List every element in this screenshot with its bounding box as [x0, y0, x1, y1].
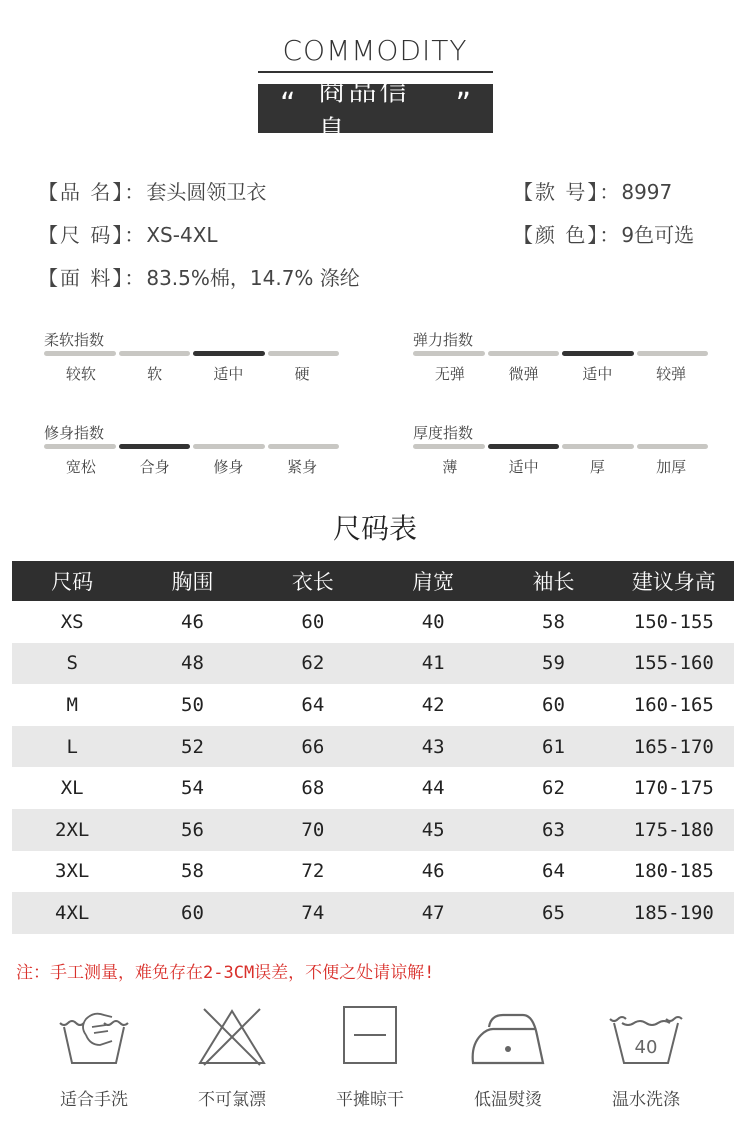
table-row	[12, 767, 734, 809]
warm-wash-icon	[606, 1005, 686, 1067]
table-cell: 41	[373, 643, 493, 685]
info-name	[38, 176, 266, 205]
info-fabric-value: 83.5%棉，14.7% 涤纶	[146, 266, 360, 290]
info-name-value: 套头圆领卫衣	[146, 180, 267, 204]
size-table	[12, 561, 734, 934]
table-cell: 4XL	[12, 892, 132, 934]
index-level: 较软	[65, 365, 96, 383]
table-cell: 60	[301, 610, 325, 633]
table-cell: 58	[542, 610, 565, 633]
table-header: 胸围	[132, 561, 252, 601]
table-header: 建议身高	[614, 561, 734, 601]
table-cell: 59	[493, 643, 613, 685]
table-cell: 60	[542, 693, 565, 716]
table-header: 袖长	[493, 561, 613, 601]
index-bar	[193, 444, 265, 449]
size-chart-title: 尺码表	[332, 512, 417, 545]
index-bar-selected	[193, 351, 265, 356]
table-cell: 72	[301, 860, 325, 883]
table-cell: 48	[132, 643, 252, 685]
table-cell: XS	[60, 610, 84, 633]
info-name-label: 【品 名】：	[38, 180, 147, 204]
index-level: 较弹	[656, 365, 687, 383]
care-low-iron	[453, 1005, 563, 1110]
table-cell: 54	[181, 777, 204, 800]
table-row	[12, 851, 734, 893]
table-cell: 170-175	[633, 777, 714, 800]
table-cell: 68	[301, 777, 325, 800]
table-cell: 47	[373, 892, 493, 934]
table-cell: 40	[421, 610, 445, 633]
table-row	[12, 892, 734, 934]
quote-close: ”	[455, 87, 471, 122]
index-bar	[637, 351, 709, 356]
table-cell: 61	[493, 726, 613, 768]
index-bar	[119, 351, 191, 356]
index-bar	[44, 444, 116, 449]
index-level: 薄	[442, 458, 458, 476]
dry-flat-icon	[332, 1005, 408, 1067]
hand-wash-icon	[56, 1005, 132, 1067]
index-labels	[44, 456, 339, 477]
info-style-value: 8997	[621, 180, 673, 204]
index-level: 硬	[294, 365, 310, 383]
measurement-note: 注：手工测量，难免存在2-3CM误差，不便之处请谅解!	[16, 963, 435, 983]
info-fabric-label: 【面 料】：	[38, 266, 147, 290]
index-level: 合身	[139, 458, 170, 476]
care-dry-flat	[315, 1005, 425, 1110]
index-bars	[413, 444, 708, 451]
table-cell: 150-155	[633, 610, 714, 633]
table-cell: 175-180	[614, 809, 734, 851]
index-bar	[488, 351, 560, 356]
index-bar	[562, 444, 634, 449]
care-warm-wash	[591, 1005, 701, 1110]
table-header: 衣长	[253, 561, 373, 601]
index-bar	[268, 351, 340, 356]
index-bar	[637, 444, 709, 449]
table-cell: 64	[301, 693, 325, 716]
table-row	[12, 809, 734, 851]
index-bar	[413, 444, 485, 449]
table-header: 尺码	[12, 561, 132, 601]
info-fabric	[38, 262, 360, 291]
care-label: 适合手洗	[60, 1090, 128, 1110]
info-size	[38, 219, 218, 248]
table-cell: 58	[181, 860, 204, 883]
table-cell: 185-190	[614, 892, 734, 934]
header-english-title: COMMODITY	[282, 34, 468, 67]
info-color-value: 9色可选	[621, 223, 695, 247]
table-cell: S	[12, 643, 132, 685]
care-no-bleach	[177, 1005, 287, 1110]
fit-index	[44, 422, 339, 477]
table-cell: 62	[542, 777, 565, 800]
table-row	[12, 684, 734, 726]
index-title: 弹力指数	[413, 331, 474, 349]
table-cell: 52	[132, 726, 252, 768]
index-labels	[413, 363, 708, 384]
index-level: 厚	[589, 458, 605, 476]
table-cell: M	[66, 693, 78, 716]
table-cell: 46	[421, 860, 445, 883]
table-cell: 44	[421, 777, 445, 800]
table-cell: 74	[253, 892, 373, 934]
index-bars	[413, 351, 708, 358]
index-level: 修身	[213, 458, 244, 476]
table-cell: 65	[493, 892, 613, 934]
info-size-label: 【尺 码】：	[38, 223, 147, 247]
index-level: 适中	[582, 365, 613, 383]
index-bars	[44, 351, 339, 358]
table-cell: 42	[421, 693, 445, 716]
index-level: 微弹	[508, 365, 539, 383]
index-level: 无弹	[434, 365, 465, 383]
table-cell: 50	[181, 693, 204, 716]
table-header: 肩宽	[373, 561, 493, 601]
index-level: 软	[147, 365, 163, 383]
info-style	[513, 176, 672, 205]
index-bar-selected	[488, 444, 560, 449]
care-label: 不可氯漂	[198, 1090, 266, 1110]
wash-temperature: 40	[634, 1037, 658, 1058]
info-style-label: 【款 号】：	[513, 180, 622, 204]
thickness-index	[413, 422, 708, 477]
table-cell: 43	[373, 726, 493, 768]
table-cell: 62	[253, 643, 373, 685]
index-labels	[44, 363, 339, 384]
index-title: 厚度指数	[413, 424, 474, 442]
low-iron-icon	[467, 1005, 549, 1067]
info-size-value: XS-4XL	[146, 223, 218, 247]
table-cell: 66	[253, 726, 373, 768]
header-title-box	[258, 73, 493, 147]
quote-open: “	[280, 87, 296, 122]
no-bleach-icon	[194, 1005, 270, 1067]
index-bar	[413, 351, 485, 356]
index-level: 适中	[508, 458, 539, 476]
index-level: 适中	[213, 365, 244, 383]
index-level: 加厚	[656, 458, 687, 476]
index-title: 修身指数	[44, 424, 105, 442]
page-title: 商品信息	[317, 73, 411, 147]
care-hand-wash	[39, 1005, 149, 1110]
table-cell: 64	[542, 860, 565, 883]
table-cell: L	[12, 726, 132, 768]
table-cell: 70	[253, 809, 373, 851]
table-cell: 45	[373, 809, 493, 851]
index-bar-selected	[562, 351, 634, 356]
table-row	[12, 726, 734, 768]
table-cell: 46	[181, 610, 204, 633]
table-cell: 3XL	[55, 860, 90, 883]
care-label: 低温熨烫	[474, 1090, 542, 1110]
table-cell: 2XL	[12, 809, 132, 851]
table-cell: 180-185	[633, 860, 714, 883]
table-cell: XL	[60, 777, 84, 800]
table-cell: 60	[132, 892, 252, 934]
table-row	[12, 643, 734, 685]
index-level: 宽松	[65, 458, 96, 476]
index-bar	[44, 351, 116, 356]
index-bar-selected	[119, 444, 191, 449]
table-cell: 56	[132, 809, 252, 851]
index-bar	[268, 444, 340, 449]
care-label: 温水洗涤	[612, 1090, 680, 1110]
index-bars	[44, 444, 339, 451]
softness-index	[44, 329, 339, 384]
index-labels	[413, 456, 708, 477]
elasticity-index	[413, 329, 708, 384]
table-row	[12, 601, 734, 643]
table-cell: 165-170	[614, 726, 734, 768]
table-cell: 155-160	[614, 643, 734, 685]
info-color-label: 【颜 色】：	[513, 223, 622, 247]
table-cell: 160-165	[633, 693, 714, 716]
table-header-row	[12, 561, 734, 601]
index-level: 紧身	[287, 458, 318, 476]
info-color	[513, 219, 694, 248]
table-cell: 63	[493, 809, 613, 851]
care-label: 平摊晾干	[336, 1090, 404, 1110]
index-title: 柔软指数	[44, 331, 105, 349]
